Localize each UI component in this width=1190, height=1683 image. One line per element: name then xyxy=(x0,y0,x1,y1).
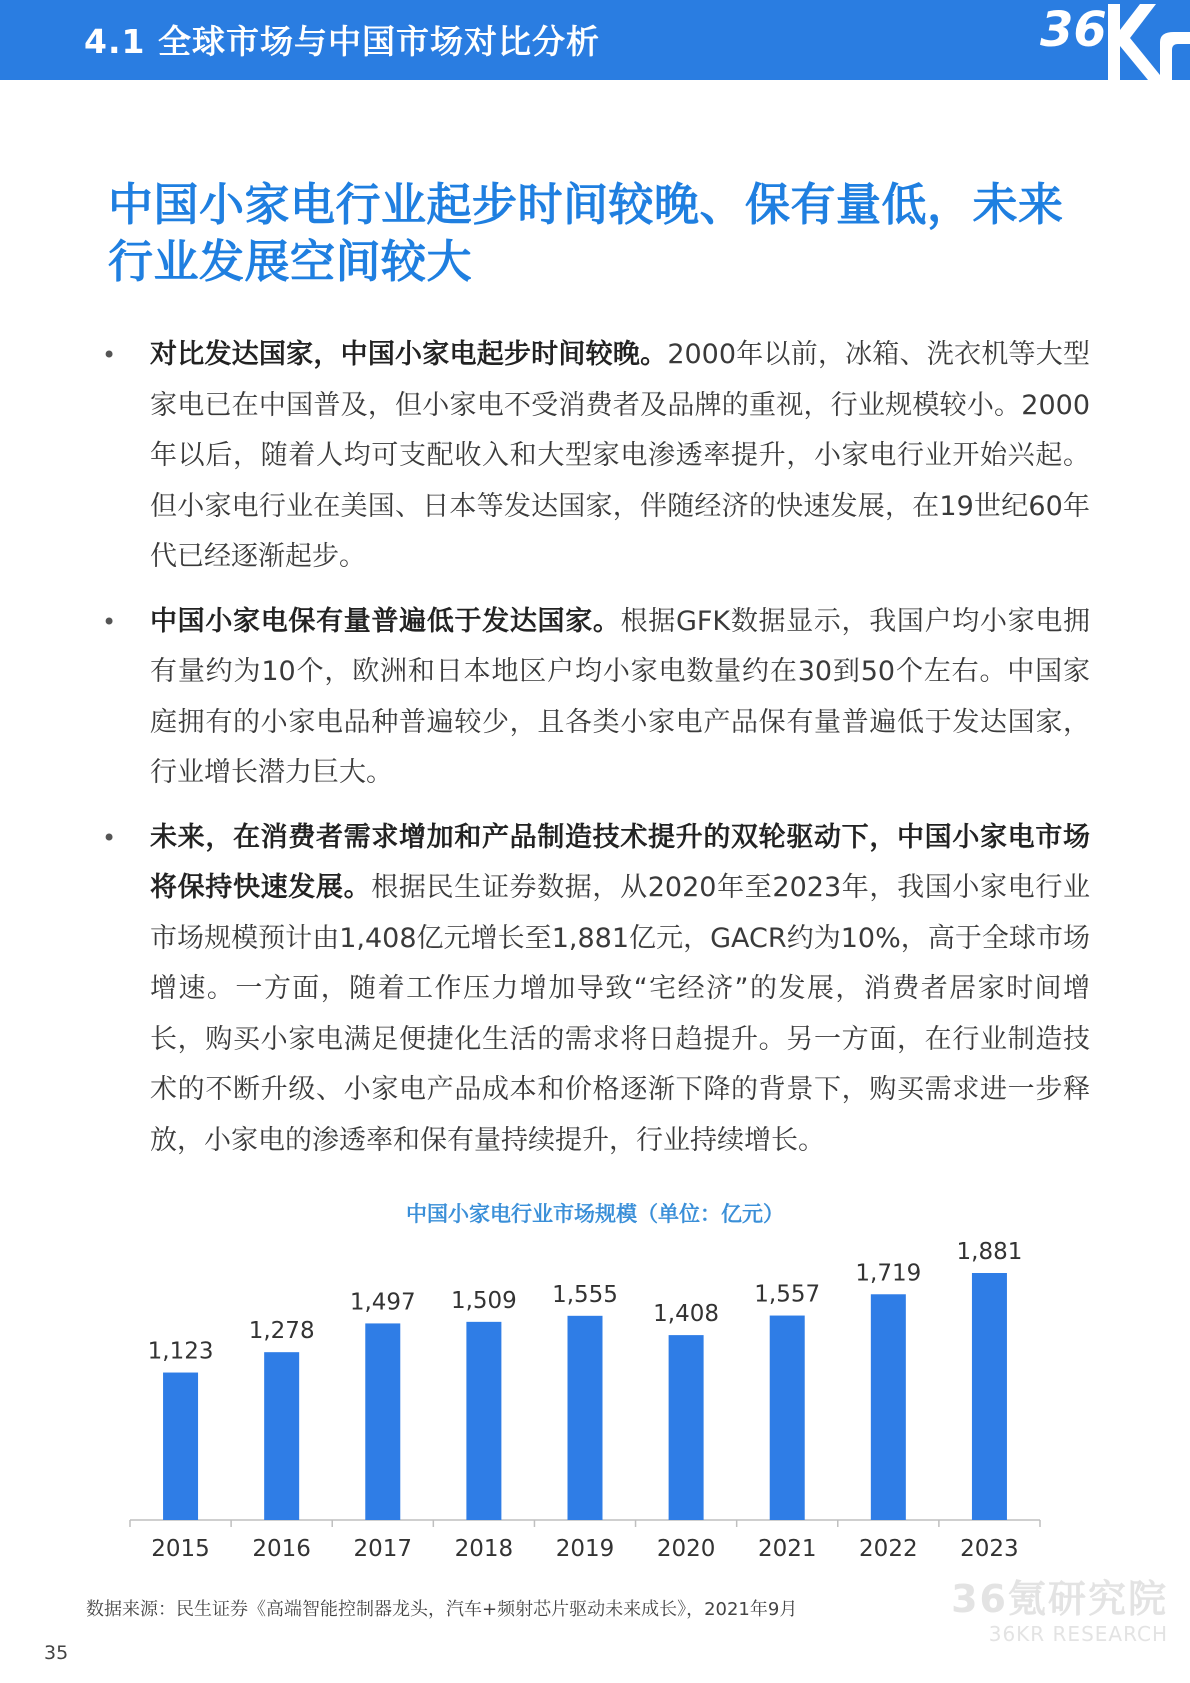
bullet-dot-icon: • xyxy=(102,823,117,852)
bar-2016 xyxy=(264,1352,299,1520)
bar-2020 xyxy=(669,1335,704,1520)
x-tick-label-2017: 2017 xyxy=(353,1536,413,1562)
watermark-en: 36KR RESEARCH xyxy=(988,1622,1168,1646)
bullet-lead: 未来，在消费者需求增加和产品制造技术提升的双轮驱动下，中国小家电市场将保持快速发展。 xyxy=(150,821,1090,903)
section-title: 4.1 全球市场与中国市场对比分析 xyxy=(84,22,600,61)
data-label-2017: 1,497 xyxy=(349,1289,416,1316)
data-label-2020: 1,408 xyxy=(653,1301,720,1328)
bullet-dot-icon: • xyxy=(102,341,117,369)
data-label-2021: 1,557 xyxy=(754,1281,821,1308)
x-tick-label-2020: 2020 xyxy=(656,1536,716,1562)
data-label-2015: 1,123 xyxy=(147,1338,214,1365)
watermark xyxy=(948,1577,1168,1646)
x-tick-label-2018: 2018 xyxy=(454,1536,514,1562)
bar-2018 xyxy=(466,1322,501,1520)
page-number: 35 xyxy=(44,1642,69,1664)
x-tick-label-2021: 2021 xyxy=(757,1536,817,1562)
bar-2019 xyxy=(568,1316,603,1520)
bullet-text: 根据GFK数据显示，我国户均小家电拥有量约为10个，欧洲和日本地区户均小家电数量约在30到50个左右。中国家庭拥有的小家电品种普遍较少，且各类小家电产品保有量普遍低于发达国家，行业增长潜力巨大。 xyxy=(150,605,1090,788)
chart-title: 中国小家电行业市场规模（单位：亿元） xyxy=(406,1202,784,1226)
data-label-2016: 1,278 xyxy=(248,1318,315,1345)
x-tick-label-2022: 2022 xyxy=(859,1536,918,1562)
bullet-lead: 中国小家电保有量普遍低于发达国家。 xyxy=(150,605,621,637)
bar-2015 xyxy=(163,1373,198,1520)
bullet-text: 2000年以前，冰箱、洗衣机等大型家电已在中国普及，但小家电不受消费者及品牌的重视，行业规模较小。2000年以后，随着人均可支配收入和大型家电渗透率提升，小家电行业开始兴起。但小家电行业在美国、日本等发达国家，伴随经济的快速发展，在19世纪60年代已经逐渐起步。 xyxy=(150,339,1090,572)
x-tick-label-2015: 2015 xyxy=(151,1536,210,1562)
bullet-text: 根据民生证券数据，从2020年至2023年，我国小家电行业市场规模预计由1,408亿元增长至1,881亿元，GACR约为10%，高于全球市场增速。一方面，随着工作压力增加导致“宅经济”的发展，消费者居家时间增长，购买小家电满足便捷化生活的需求将日趋提升。另一方面，在行业制造技术的不断升级、小家电产品成本和价格逐渐下降的背景下，购买需求进一步释放，小家电的渗透率和保有量持续提升，行业持续增长。 xyxy=(150,872,1090,1156)
data-label-2023: 1,881 xyxy=(956,1239,1023,1265)
watermark-cn: 36氪研究院 xyxy=(951,1577,1168,1621)
x-tick-label-2023: 2023 xyxy=(960,1536,1019,1562)
data-label-2022: 1,719 xyxy=(855,1260,922,1287)
x-tick-label-2019: 2019 xyxy=(555,1536,615,1562)
main-heading: 中国小家电行业起步时间较晚、保有量低，未来行业发展空间较大 xyxy=(108,178,1064,288)
bar-2023 xyxy=(972,1273,1007,1520)
bullet-dot-icon: • xyxy=(102,607,117,636)
svg-text:36: 36 xyxy=(1040,2,1107,58)
x-tick-label-2016: 2016 xyxy=(252,1536,311,1562)
bar-2017 xyxy=(365,1323,400,1520)
bar-2021 xyxy=(770,1316,805,1520)
bar-2022 xyxy=(871,1294,906,1520)
bullet-lead: 对比发达国家，中国小家电起步时间较晚。 xyxy=(150,339,668,370)
source-note: 数据来源：民生证券《高端智能控制器龙头，汽车+频射芯片驱动未来成长》，2021年9月 xyxy=(86,1599,798,1620)
data-label-2018: 1,509 xyxy=(450,1287,517,1314)
data-label-2019: 1,555 xyxy=(552,1281,618,1308)
